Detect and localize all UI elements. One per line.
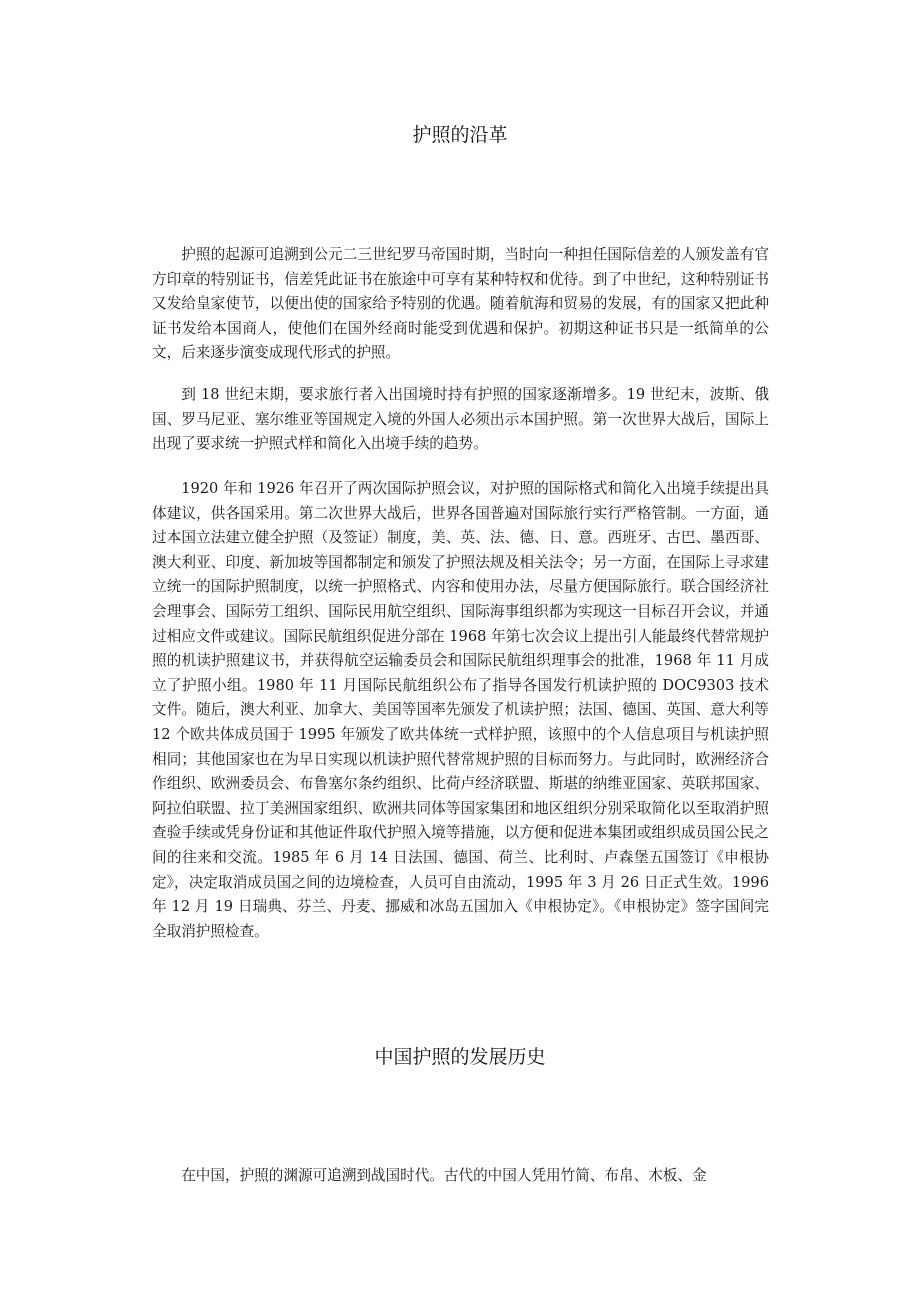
section-title-china-passport-history: 中国护照的发展历史	[374, 1046, 546, 1068]
paragraph-origin: 护照的起源可追溯到公元二三世纪罗马帝国时期，当时向一种担任国际信差的人颁发盖有官方印章的特别证书，信差凭此证书在旅途中可享有某种特权和优待。到了中世纪，这种特别证书又发给皇家使节，以便出使的国家给予特别的优遇。随着航海和贸易的发展，有的国家又把此种证书发给本国商人，使他们在国外经商时能受到优遇和保护。初期这种证书只是一纸简单的公文，后来逐步演变成现代形式的护照。	[152, 246, 769, 362]
paragraph-international-conferences: 1920 年和 1926 年召开了两次国际护照会议，对护照的国际格式和简化入出境手续提出具体建议，供各国采用。第二次世界大战后，世界各国普遍对国际旅行实行严格管制。一方面，通过本国立法建立健全护照（及签证）制度，美、英、法、德、日、意。西班牙、古巴、墨西哥、澳大利亚、印度、新加坡等国都制定和颁发了护照法规及相关法令；另一方面，在国际上寻求建立统一的国际护照制度，以统一护照格式、内容和使用办法，尽量方便国际旅行。联合国经济社会理事会、国际劳工组织、国际民用航空组织、国际海事组织都为实现这一目标召开会议，并通过相应文件或建议。国际民航组织促进分部在 1968 年第七次会议上提出引人能最终代替常规护照的机读护照建议书，并获得航空运输委员会和国际民航组织理事会的批准，1968 年 11 月成立了护照小组。1980 年 11 月国际民航组织公布了指导各国发行机读护照的 DOC9303 技术文件。随后，澳大利亚、加拿大、美国等国率先颁发了机读护照；法国、德国、英国、意大利等 12 个欧共体成员国于 1995 年颁发了欧共体统一式样护照，该照中的个人信息项目与机读护照相同；其他国家也在为早日实现以机读护照代替常规护照的目标而努力。与此同时，欧洲经济合作组织、欧洲委员会、布鲁塞尔条约组织、比荷卢经济联盟、斯堪的纳维亚国家、英联邦国家、阿拉伯联盟、拉丁美洲国家组织、欧洲共同体等国家集团和地区组织分别采取简化以至取消护照查验手续或凭身份证和其他证件取代护照入境等措施，以方便和促进本集团或组织成员国公民之间的往来和交流。1985 年 6 月 14 日法国、德国、荷兰、比利时、卢森堡五国签订《申根协定》，决定取消成员国之间的边境检查，人员可自由流动，1995 年 3 月 26 日正式生效。1996 年 12 月 19 日瑞典、芬兰、丹麦、挪威和冰岛五国加入《申根协定》。《申根协定》签字国间完全取消护照检查。	[152, 480, 769, 940]
paragraph-china-origin: 在中国，护照的渊源可追溯到战国时代。古代的中国人凭用竹简、布帛、木板、金	[181, 1167, 707, 1184]
section-title-passport-history: 护照的沿革	[412, 124, 508, 146]
paragraph-18th-century: 到 18 世纪末期，要求旅行者入出国境时持有护照的国家逐渐增多。19 世纪末，波斯、俄国、罗马尼亚、塞尔维亚等国规定入境的外国人必须出示本国护照。第一次世界大战后，国际上出现了要求统一护照式样和简化入出境手续的趋势。	[152, 386, 769, 453]
